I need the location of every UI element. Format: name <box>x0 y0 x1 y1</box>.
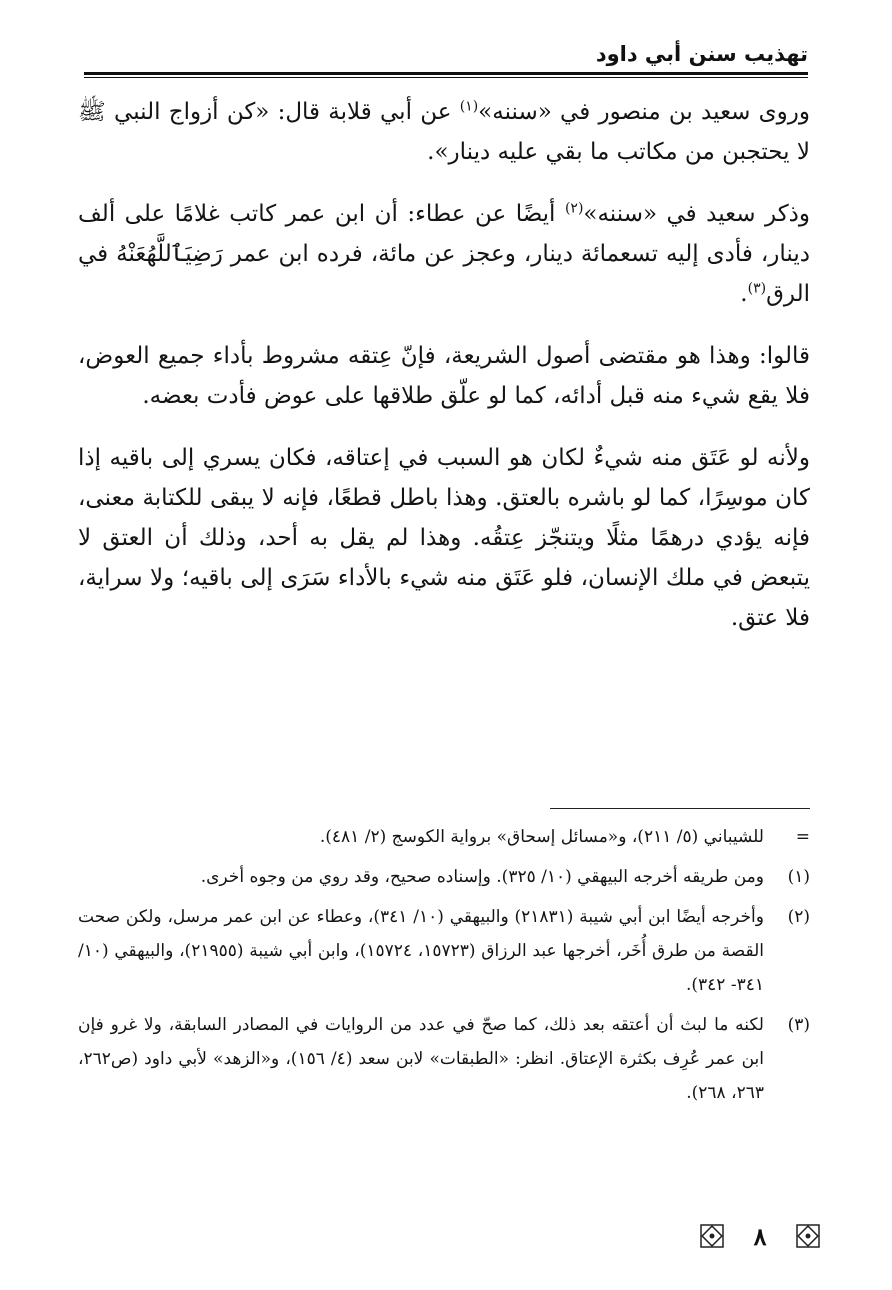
paragraph-text: أيضًا عن عطاء: أن ابن عمر كاتب غلامًا على ألف دينار، فأدى إليه تسعمائة دينار، وعجز عن مائة، فرده ابن عمر رَضِيَٱللَّهُعَنْهُ في الرق <box>78 201 810 307</box>
footnote-3 <box>78 1008 810 1110</box>
page-header <box>84 38 808 78</box>
ornament-icon <box>700 1224 724 1248</box>
footnote-marker: = <box>795 827 810 847</box>
paragraph-text: عن أبي قلابة قال: «كن أزواج النبي ﷺ لا يحتجبن من مكاتب ما بقي عليه دينار». <box>78 99 810 165</box>
page-number: ٨ <box>753 1221 767 1251</box>
footnote-text: وأخرجه أيضًا ابن أبي شيبة (٢١٨٣١) والبيهقي (١٠/ ٣٤١)، وعطاء عن ابن عمر مرسل، ولكن صحت القصة من طرق أُخَر، أخرجها عبد الرزاق (١٥٧٢٣، ١٥٧٢٤)، وابن أبي شيبة (٢١٩٥٥)، والبيهقي (١٠/ ٣٤١- ٣٤٢). <box>78 907 765 995</box>
paragraph-2 <box>78 194 810 314</box>
paragraph-text: وروى سعيد بن منصور في «سننه» <box>478 99 811 125</box>
footnote-2 <box>78 900 810 1002</box>
paragraph-3 <box>78 336 810 416</box>
paragraph-text: . <box>740 281 748 307</box>
footnote-continuation <box>78 820 810 854</box>
header-rule <box>84 72 808 75</box>
footnote-marker: (٣) <box>787 1015 810 1035</box>
paragraph-text: وذكر سعيد في «سننه» <box>583 201 810 227</box>
footnote-text: للشيباني (٥/ ٢١١)، و«مسائل إسحاق» برواية الكوسج (٢/ ٤٨١). <box>319 827 764 847</box>
header-rule-thin <box>84 77 808 78</box>
footnote-separator <box>550 808 810 809</box>
footnotes <box>78 820 810 1116</box>
main-text <box>78 92 810 660</box>
footnote-1 <box>78 860 810 894</box>
paragraph-text: ولأنه لو عَتَق منه شيءٌ لكان هو السبب في إعتاقه، فكان يسري إلى باقيه إذا كان موسِرًا، كما لو باشره بالعتق. وهذا باطل قطعًا، فإنه لا يبقى للكتابة معنى، فإنه يؤدي درهمًا مثلًا ويتنجّز عِتقُه. وهذا لم يقل به أحد، وذلك أن العتق لا يتبعض في ملك الإنسان، فلو عَتَق منه شيء بالأداء سَرَى إلى باقيه؛ ولا سراية، فلا عتق. <box>78 445 810 631</box>
page-footer <box>700 1216 820 1256</box>
footnote-ref-2: (٢) <box>564 200 584 217</box>
footnote-text: ومن طريقه أخرجه البيهقي (١٠/ ٣٢٥). وإسناده صحيح، وقد روي من وجوه أخرى. <box>200 867 764 887</box>
running-title: تهذيب سنن أبي داود <box>595 42 808 66</box>
paragraph-4 <box>78 438 810 638</box>
footnote-ref-3: (٣) <box>747 280 767 297</box>
paragraph-1 <box>78 92 810 172</box>
ornament-icon <box>796 1224 820 1248</box>
footnote-marker: (٢) <box>787 907 810 927</box>
footnote-text: لكنه ما لبث أن أعتقه بعد ذلك، كما صحّ في عدد من الروايات في المصادر السابقة، ولا غرو فإن ابن عمر عُرِف بكثرة الإعتاق. انظر: «الطبقات» لابن سعد (٤/ ١٥٦)، و«الزهد» لأبي داود (ص٢٦٢، ٢٦٣، ٢٦٨). <box>78 1015 764 1103</box>
footnote-marker: (١) <box>787 867 810 887</box>
footnote-ref-1: (١) <box>459 98 479 115</box>
paragraph-text: قالوا: وهذا هو مقتضى أصول الشريعة، فإنّ عِتقه مشروط بأداء جميع العوض، فلا يقع شيء منه قبل أدائه، كما لو علّق طلاقها على عوض فأدت بعضه. <box>78 343 810 409</box>
